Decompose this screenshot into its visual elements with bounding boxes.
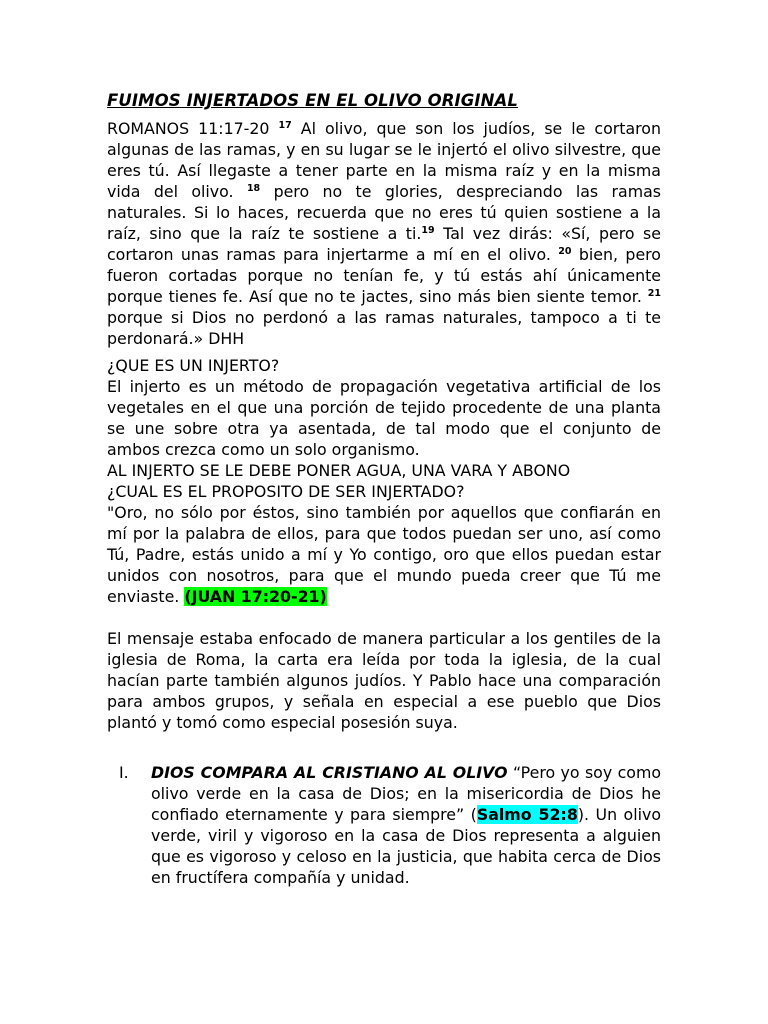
verse-number-19: 19 [421, 225, 435, 236]
verse-text-17: Al olivo, que son los judíos, se le cortaron algunas de las ramas, y en su lugar se le injertó el olivo silvestre, que eres tú. Así llegaste a tener parte en la misma raíz y en la misma vida del olivo. [107, 119, 661, 201]
point-quote: “Pero yo soy como olivo verde en la casa de Dios; en la misericordia de Dios he confiado eternamente y para siempre” ( [151, 763, 661, 824]
spacer [107, 607, 661, 628]
verse-number-21: 21 [647, 288, 661, 299]
verse-text-19: Tal vez dirás: «Sí, pero se cortaron unas ramas para injertarme a mí en el olivo. [107, 224, 661, 264]
question-graft: ¿QUE ES UN INJERTO? [107, 356, 280, 375]
psalm-reference: Salmo 52:8 [476, 805, 578, 824]
point-body: ). Un olivo verde, viril y vigoroso en la casa de Dios representa a alguien que es vigoroso y celoso en la justicia, que habita cerca de Dios en fructífera compañía y unidad. [151, 805, 662, 887]
john-quote [107, 502, 661, 607]
question-purpose: ¿CUAL ES EL PROPOSITO DE SER INJERTADO? [107, 482, 465, 501]
graft-definition: El injerto es un método de propagación vegetativa artificial de los vegetales en el que una porción de tejido procedente de una planta se une sobre otra ya asentada, de tal modo que el conjunto de ambos crezca como un solo organismo. [107, 377, 661, 459]
verse-text-21: porque si Dios no perdonó a las ramas naturales, tampoco a ti te perdonará.» DHH [107, 308, 661, 348]
verse-text-20: bien, pero fueron cortadas porque no tenían fe, y tú estás ahí únicamente porque tienes fe. Así que no te jactes, sino más bien siente temor. [107, 245, 661, 306]
verse-number-20: 20 [558, 246, 572, 257]
list-item-1 [107, 762, 661, 888]
spacer [107, 733, 661, 762]
john-reference: (JUAN 17:20-21) [184, 587, 327, 606]
point-heading: DIOS COMPARA AL CRISTIANO AL OLIVO [151, 763, 508, 782]
list-numeral: I. [119, 763, 129, 782]
romans-passage [107, 118, 661, 349]
verse-text-18: pero no te glories, despreciando las ramas naturales. Si lo haces, recuerda que no eres tú quien sostiene a la raíz, sino que la raíz te sostiene a ti. [107, 182, 662, 243]
document-title: FUIMOS INJERTADOS EN EL OLIVO ORIGINAL [107, 91, 519, 110]
john-quote-text: "Oro, no sólo por éstos, sino también por aquellos que confiarán en mí por la palabra de ellos, para que todos puedan ser uno, así como Tú, Padre, estás unido a mí y Yo contigo, oro que ellos puedan estar unidos con nosotros, para que el mundo pueda creer que Tú me enviaste. [107, 503, 661, 606]
message-paragraph: El mensaje estaba enfocado de manera particular a los gentiles de la iglesia de Roma, la carta era leída por toda la iglesia, de la cual hacían parte también algunos judíos. Y Pablo hace una comparación para ambos grupos, y señala en especial a ese pueblo que Dios plantó y tomó como especial posesión suya. [107, 629, 661, 732]
romans-reference: ROMANOS 11:17-20 [107, 119, 270, 138]
verse-number-17: 17 [278, 120, 292, 131]
graft-statement: AL INJERTO SE LE DEBE PONER AGUA, UNA VARA Y ABONO [107, 461, 571, 480]
verse-number-18: 18 [246, 183, 261, 194]
